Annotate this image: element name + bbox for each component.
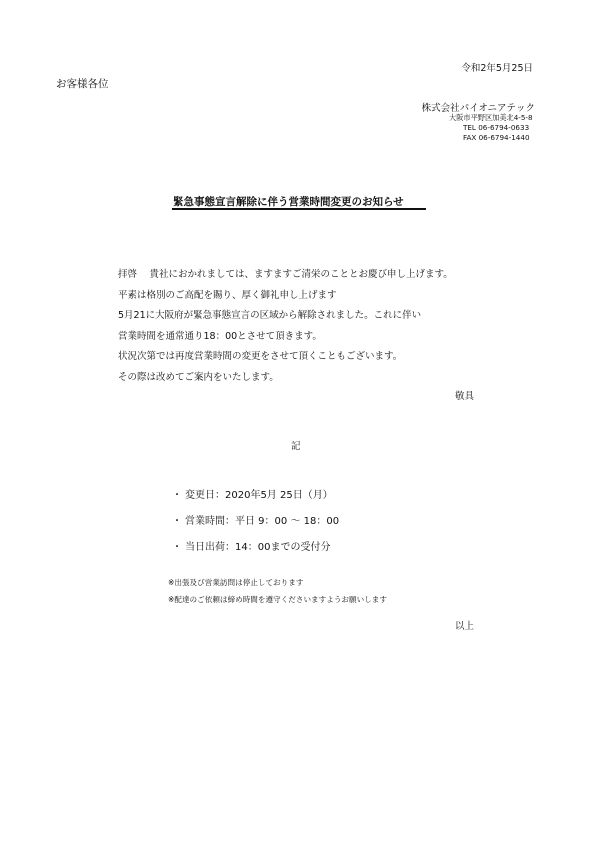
item-text: 変更日：2020年5月 25日（月） <box>185 490 333 501</box>
list-item <box>172 538 339 564</box>
note-line: ※配達のご依頼は締め時間を遵守くださいますようお願いします <box>168 595 387 604</box>
bullet-mark: ・ <box>172 516 182 527</box>
item-text: 営業時間：平日 9：00 ～ 18：00 <box>185 516 340 527</box>
notes <box>168 574 387 608</box>
body-line: 状況次第では再度営業時間の変更をさせて頂くこともございます。 <box>118 351 403 362</box>
body-line: 営業時間を通常通り18：00とさせて頂きます。 <box>118 330 322 342</box>
document-date: 令和2年5月25日 <box>461 63 533 74</box>
title-underline <box>172 208 426 210</box>
bullet-mark: ・ <box>172 542 182 553</box>
title-container <box>173 194 404 209</box>
ending-ijou: 以上 <box>454 621 474 632</box>
sender-fax: FAX 06-6794-1440 <box>463 133 530 143</box>
list-item <box>172 512 339 538</box>
sender-tel: TEL 06-6794-0633 <box>463 123 530 133</box>
recipient: お客様各位 <box>56 78 109 90</box>
note-line: ※出張及び営業訪問は停止しております <box>168 578 304 587</box>
list-item <box>172 486 339 512</box>
closing-keigu: 敬具 <box>454 391 474 402</box>
document-title: 緊急事態宣言解除に伴う営業時間変更のお知らせ <box>173 196 404 208</box>
body-line: 拝啓 貴社におかれましては、ますますご清栄のこととお慶び申し上げます。 <box>118 269 453 280</box>
body-line: 平素は格別のご高配を賜り、厚く御礼申し上げます <box>118 289 337 301</box>
bullet-mark: ・ <box>172 490 182 501</box>
body-line: 5月21に大阪府が緊急事態宣言の区域から解除されました。これに伴い <box>118 310 422 321</box>
item-list <box>172 486 339 564</box>
sender-contact-block <box>449 113 533 144</box>
sender-address: 大阪市平野区加美北4-5-8 <box>449 113 533 122</box>
item-text: 当日出荷：14：00までの受付分 <box>185 542 331 553</box>
body-text <box>118 265 453 388</box>
sender-company: 株式会社パイオニアテック <box>421 103 535 114</box>
body-line: その際は改めてご案内をいたします。 <box>118 371 279 383</box>
ki-heading: 記 <box>291 441 301 452</box>
